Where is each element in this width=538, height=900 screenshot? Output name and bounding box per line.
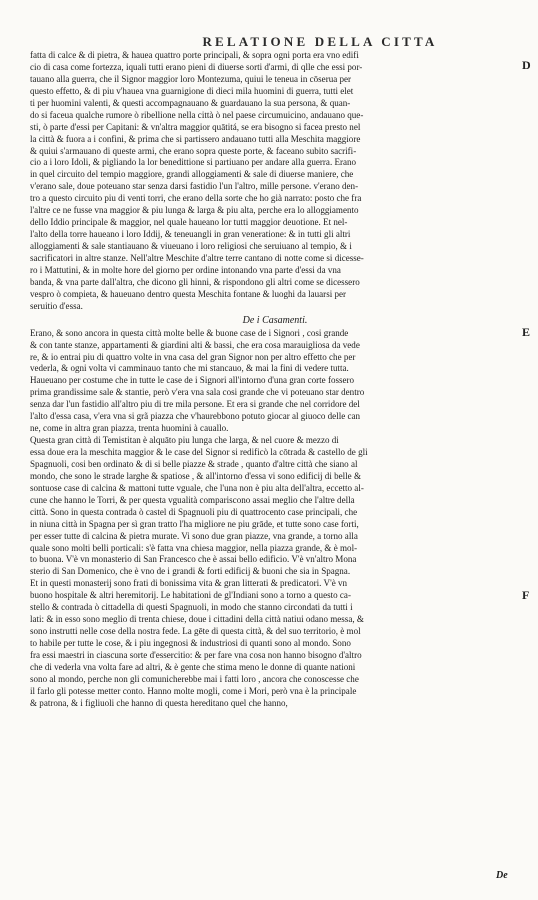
marginal-letter-d: D	[522, 58, 531, 72]
text-line: sti, ò parte d'essi per Capitani: & vn'altra maggior quātitá, se era bisogno si facea presto nel	[30, 121, 361, 132]
marginal-letter-e: E	[522, 325, 531, 339]
text-line: to habile per tutte le cose, & i piu ingegnosi & industriosi di quanti sono al mondo. Sono	[30, 638, 351, 648]
text-line: banda, & vna parte dall'altra, che dicono gli hinni, & rispondono gli altri come se dicessero	[30, 276, 360, 287]
text-line: sontuose case di calcina & mattoni tutte vguale, che l'una non è piu alta dell'altra, eccetto al-	[30, 482, 364, 493]
text-line: & quiui s'armauano di queste armi, che erano sopra queste porte, & faceano subito sacrifi-	[30, 145, 357, 156]
text-line: la città & fuora a i confini, & prima che si partissero andauano tutti alla Meschita maggiore	[30, 133, 361, 144]
text-line: tauano alla guerra, che il Signor maggior loro Montezuma, quiui le teneua in cōserua per	[30, 73, 352, 84]
text-line: fatta di calce & di pietra, & hauea quattro porte principali, & sopra ogni porta era vno edifi	[30, 50, 359, 60]
text-line: buono hospitale & altri heremitorij. Le habitationi de gl'Indiani sono a torno a questo ca-	[30, 590, 351, 601]
text-line: l'alto della torre haueano i loro Iddij, & teneuangli in gran veneratione: & in tutti gli altri	[30, 229, 351, 240]
text-line: to buona. V'è vn monasterio di San Francesco che è assai bello edificio. V'è vn'altro Mona	[30, 554, 357, 565]
text-line: cio a i loro Idoli, & pigliando la lor benedittione si partiuano per andare alla guerra. Erano	[30, 157, 357, 168]
text-line: che di vederla vna volta fare ad altri, & è gente che stima meno le donne di quante nationi	[30, 661, 356, 672]
text-line: dello Iddio principale & maggior, nel quale haueano lor tutti maggior deuotione. Et nel-	[30, 217, 348, 228]
text-line: tro a questo circuito piu di venti torri, che erano della sorte che ho già narrato: posto che fra	[30, 193, 362, 204]
running-head: RELATIONE DELLA CITTA	[202, 34, 438, 49]
paragraph-city	[30, 435, 520, 710]
text-line: v'erano sale, doue poteuano star senza darsi fastidio l'un l'altro, mille persone. v'erano den-	[30, 181, 359, 192]
text-line: alloggiamenti & sale stantiauano & viueuano i loro religiosi che seruiuano al tempio, & i	[30, 241, 352, 251]
text-line: prima grandissime sale & stantie, però v'era vna sala cosi grande che vi poteuano star dentro	[30, 387, 365, 398]
text-line: Questa gran città di Temistitan è alquāto piu lunga che larga, & nel cuore & mezzo di	[30, 435, 339, 446]
text-line: sacrificatori in altre stanze. Nell'altre Meschite d'altre terre cantano di notte come si dicesse-	[30, 252, 364, 263]
body-text	[30, 50, 520, 710]
text-line: Et in questi monasterij sono frati di bonissima vita & gran litterati & predicatori. V'è vn	[30, 578, 348, 589]
paragraph-temple	[30, 50, 520, 313]
text-line: l'alto d'essa casa, v'era vna si grã piazza che v'haurebbono potuto giocar al giuoco delle can	[30, 411, 361, 422]
text-line: re, & io entrai piu di quattro volte in vna casa del gran Signor non per altro effetto che per	[30, 351, 356, 362]
text-line: Haueuano per costume che in tutte le case de i Signori all'intorno d'una gran corte fossero	[30, 375, 355, 386]
text-line: Erano, & sono ancora in questa città molte belle & buone case de i Signori , cosi grande	[30, 327, 349, 338]
text-line: ne, come in altra gran piazza, trenta huomini à cauallo.	[30, 423, 229, 434]
text-line: città. Sono in questa contrada ò castel di Spagnuoli piu di quattrocento case principali, che	[30, 506, 358, 517]
text-line: Spagnuoli, cosi ben ordinato & di si belle piazze & strade , quanto d'altre città che siano al	[30, 458, 358, 469]
paragraph-houses	[30, 328, 520, 435]
text-line: in niuna città in Spagna per sì gran tratto l'ha migliore ne piu grāde, et tutte sono case forti,	[30, 518, 359, 529]
text-line: in quel circuito del tempio maggiore, grandi alloggiamenti & sale di diuerse maniere, che	[30, 169, 354, 180]
text-line: senza dar l'un fastidio all'altro piu di tre mila persone. Et era si grande che nel corridore del	[30, 399, 360, 410]
catchword: De	[496, 870, 508, 881]
text-line: cio di casa come fortezza, iquali tutti erano pieni di diuerse sorti d'armi, di qlle che essi por-	[30, 61, 363, 72]
text-line: quale sono molti belli porticali: s'è fatta vna chiesa maggior, nella piazza grande, & è mol-	[30, 542, 358, 553]
text-line: il farlo gli potesse metter conto. Hanno molte mogli, come i Mori, però vna è la principale	[30, 685, 357, 696]
text-line: essa doue era la meschita maggior & le case del Signor si redificò la cōtrada & castello de gli	[30, 447, 368, 457]
text-line: lati: & in esso sono meglio di trenta chiese, doue i cittadini della città natiui odano messa, &	[30, 614, 364, 625]
text-line: cune che hanno le Torri, & per questa vgualità compariscono assai meglio che l'altre della	[30, 494, 355, 505]
text-line: questo effetto, & di piu v'hauea vna guarnigione di dieci mila huomini di guerra, tutti elet	[30, 85, 354, 96]
text-line: l'altre ce ne fusse vna maggior & piu lunga & larga & piu alta, perche era lo alloggiamento	[30, 205, 359, 216]
text-line: per esser tutte di calcina & pietra murate. Vi sono due gran piazze, vna grande, a torno alla	[30, 530, 358, 541]
text-line: do si faceua qualche rumore ò ribellione nella città ò nel paese circumuicino, andauano que-	[30, 109, 364, 120]
text-line: ro i Mattutini, & in molte hore del giorno per ordine intonando vna parte d'essi da vna	[30, 264, 341, 275]
marginal-letter-f: F	[522, 588, 530, 602]
text-line: ti per huomini valenti, & questi accompagnauano & guardauano la sua persona, & quan-	[30, 97, 351, 108]
text-line: sono instrutti nelle cose della nostra fede. La gēte di questa città, & del suo territorio, è mol	[30, 626, 361, 637]
text-line: vespro ò compieta, & haueuano dentro questa Meschita fontane & luoghi da lauarsi per	[30, 288, 347, 299]
text-line: fra essi maestri in ciascuna sorte d'essercitio: & per fare vna cosa non hanno bisogno d'altro	[30, 649, 362, 660]
text-line: stello & contrada ò cittadella di questi Spagnuoli, in modo che stanno circondati da tutti i	[30, 602, 353, 613]
text-line: mondo, che sono le strade larghe & spatiose , & all'intorno d'essa vi sono edificij di belle &	[30, 470, 361, 481]
text-line: & con tante stanze, appartamenti & giardini alti & bassi, che era cosa marauigliosa da vede	[30, 339, 360, 350]
text-line: vederla, & ogni volta vi camminauo tanto che mi stancauo, & mai la fini di vedere tutta.	[30, 363, 349, 374]
section-heading: De i Casamenti.	[242, 314, 308, 326]
text-line: seruitio d'essa.	[30, 300, 83, 311]
text-line: sono al mondo, perche non gli comunicherebbe mai i fatti loro , ancora che conoscesse che	[30, 673, 359, 684]
text-line: & patrona, & i figliuoli che hanno di questa hereditano quel che hanno,	[30, 697, 288, 708]
text-line: sterio di San Domenico, che è vno de i grandi & forti edificij & buoni che sia in Spagna.	[30, 566, 351, 577]
